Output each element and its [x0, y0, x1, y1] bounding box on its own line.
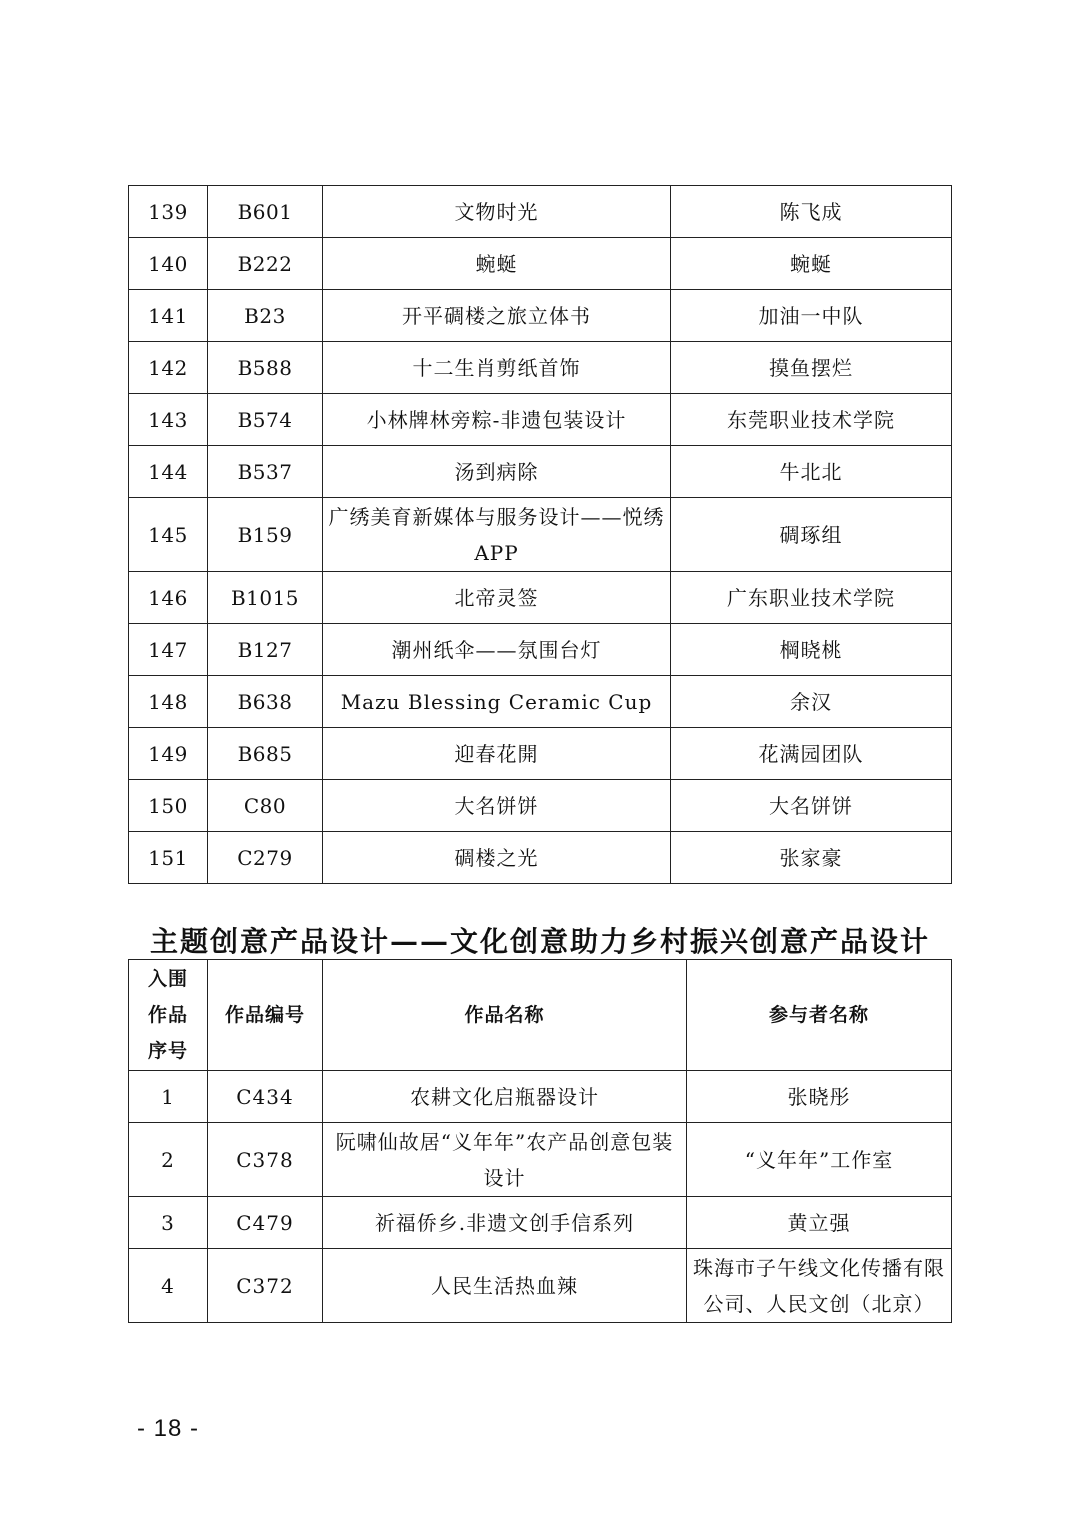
- entry-number-cell: 150: [129, 780, 208, 832]
- participant-cell: 珠海市子午线文化传播有限公司、人民文创（北京）: [687, 1249, 952, 1323]
- table-row: [129, 446, 952, 498]
- table-header-row: [129, 960, 952, 1071]
- entry-number-cell: 151: [129, 832, 208, 884]
- work-code-cell: C80: [208, 780, 323, 832]
- participant-cell: 花满园团队: [671, 728, 952, 780]
- work-title-cell: 碉楼之光: [323, 832, 671, 884]
- table-row: [129, 572, 952, 624]
- participant-cell: 陈飞成: [671, 186, 952, 238]
- work-title-cell: 十二生肖剪纸首饰: [323, 342, 671, 394]
- work-title-cell: 潮州纸伞——氛围台灯: [323, 624, 671, 676]
- table-row: [129, 728, 952, 780]
- section-title: 主题创意产品设计——文化创意助力乡村振兴创意产品设计: [149, 925, 930, 958]
- work-title-cell: 农耕文化启瓶器设计: [323, 1071, 687, 1123]
- work-code-cell: B588: [208, 342, 323, 394]
- participant-cell: 余汉: [671, 676, 952, 728]
- table-row: [129, 186, 952, 238]
- work-code-cell: C434: [208, 1071, 323, 1123]
- entry-number-cell: 148: [129, 676, 208, 728]
- work-title-cell: 蜿蜒: [323, 238, 671, 290]
- participant-cell: 牛北北: [671, 446, 952, 498]
- entry-number-cell: 146: [129, 572, 208, 624]
- entry-number-cell: 141: [129, 290, 208, 342]
- entry-number-cell: 144: [129, 446, 208, 498]
- table-row: [129, 1249, 952, 1323]
- header-work-code: 作品编号: [208, 960, 323, 1071]
- table-row: [129, 832, 952, 884]
- work-code-cell: B574: [208, 394, 323, 446]
- table-row: [129, 498, 952, 572]
- participant-cell: 东莞职业技术学院: [671, 394, 952, 446]
- work-code-cell: C479: [208, 1197, 323, 1249]
- entry-number-cell: 139: [129, 186, 208, 238]
- participant-cell: 大名饼饼: [671, 780, 952, 832]
- work-code-cell: C372: [208, 1249, 323, 1323]
- work-title-cell: 开平碉楼之旅立体书: [323, 290, 671, 342]
- work-code-cell: B1015: [208, 572, 323, 624]
- table-row: [129, 1123, 952, 1197]
- table-row: [129, 394, 952, 446]
- table-row: [129, 780, 952, 832]
- header-entry-number: 入围作品序号: [129, 960, 208, 1071]
- rural-revitalization-table: [128, 959, 952, 1323]
- table-row: [129, 676, 952, 728]
- participant-cell: “义年年”工作室: [687, 1123, 952, 1197]
- work-title-cell: 广绣美育新媒体与服务设计——悦绣 APP: [323, 498, 671, 572]
- participant-cell: 蜿蜒: [671, 238, 952, 290]
- work-title-cell: 汤到病除: [323, 446, 671, 498]
- entry-number-cell: 143: [129, 394, 208, 446]
- participant-cell: 棡晓桃: [671, 624, 952, 676]
- participant-cell: 碉琢组: [671, 498, 952, 572]
- participant-cell: 广东职业技术学院: [671, 572, 952, 624]
- table-row: [129, 1071, 952, 1123]
- work-code-cell: B537: [208, 446, 323, 498]
- entry-number-cell: 147: [129, 624, 208, 676]
- work-code-cell: B601: [208, 186, 323, 238]
- page-number: - 18 -: [137, 1415, 200, 1442]
- table-row: [129, 342, 952, 394]
- entry-number-cell: 3: [129, 1197, 208, 1249]
- work-code-cell: B638: [208, 676, 323, 728]
- participant-cell: 张晓彤: [687, 1071, 952, 1123]
- entry-number-cell: 1: [129, 1071, 208, 1123]
- work-code-cell: C279: [208, 832, 323, 884]
- table-row: [129, 238, 952, 290]
- work-code-cell: B159: [208, 498, 323, 572]
- header-work-title: 作品名称: [323, 960, 687, 1071]
- work-code-cell: B127: [208, 624, 323, 676]
- table-row: [129, 1197, 952, 1249]
- participant-cell: 黄立强: [687, 1197, 952, 1249]
- header-participant: 参与者名称: [687, 960, 952, 1071]
- table-row: [129, 290, 952, 342]
- entry-number-cell: 149: [129, 728, 208, 780]
- work-title-cell: 迎春花開: [323, 728, 671, 780]
- work-code-cell: B23: [208, 290, 323, 342]
- entry-number-cell: 2: [129, 1123, 208, 1197]
- work-title-cell: 小林牌林旁粽-非遗包装设计: [323, 394, 671, 446]
- work-title-cell: 祈福侨乡.非遗文创手信系列: [323, 1197, 687, 1249]
- winners-table-body: [129, 186, 952, 884]
- participant-cell: 张家豪: [671, 832, 952, 884]
- work-title-cell: 人民生活热血辣: [323, 1249, 687, 1323]
- work-title-cell: Mazu Blessing Ceramic Cup: [323, 676, 671, 728]
- rural-table-body: [129, 1071, 952, 1323]
- work-title-cell: 文物时光: [323, 186, 671, 238]
- work-title-cell: 大名饼饼: [323, 780, 671, 832]
- entry-number-cell: 142: [129, 342, 208, 394]
- entry-number-cell: 140: [129, 238, 208, 290]
- table-row: [129, 624, 952, 676]
- work-code-cell: C378: [208, 1123, 323, 1197]
- participant-cell: 加油一中队: [671, 290, 952, 342]
- work-code-cell: B222: [208, 238, 323, 290]
- work-title-cell: 北帝灵签: [323, 572, 671, 624]
- entry-number-cell: 4: [129, 1249, 208, 1323]
- work-title-cell: 阮啸仙故居“义年年”农产品创意包装设计: [323, 1123, 687, 1197]
- entry-number-cell: 145: [129, 498, 208, 572]
- winners-table-continued: [128, 185, 952, 884]
- work-code-cell: B685: [208, 728, 323, 780]
- participant-cell: 摸鱼摆烂: [671, 342, 952, 394]
